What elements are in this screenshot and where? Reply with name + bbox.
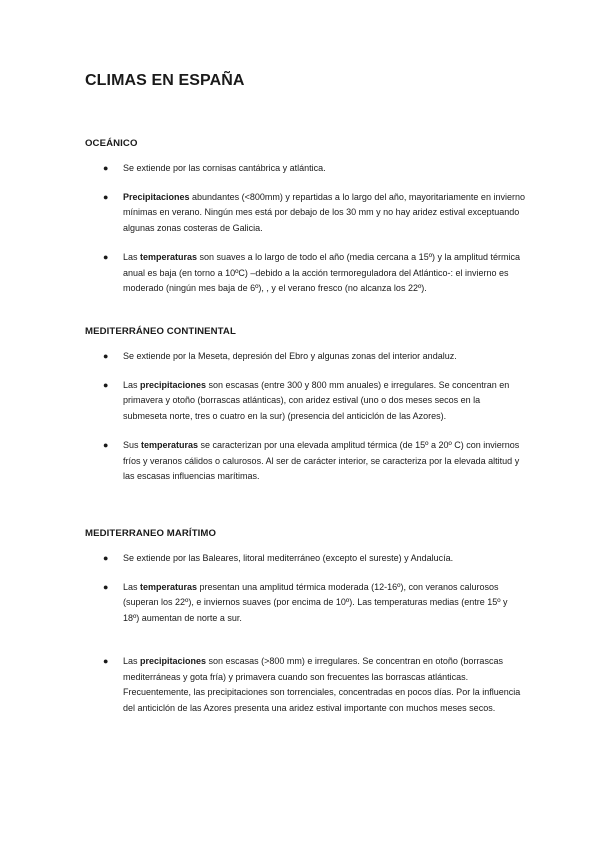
item-text-bold: temperaturas [140, 252, 198, 262]
item-text-post: son escasas (entre 300 y 800 mm anuales) e irregulares. Se concentran en primavera y otoño (borrascas atlánticas), con aridez estival (uno o dos meses secos en la submeseta norte, tres o cuatro en la sur) (presencia del anticiclón de las Azores). [123, 379, 510, 421]
item-text-post: abundantes (<800mm) y repartidas a lo largo del año, mayoritariamente en invierno mínimas en verano. Ningún mes está por debajo de los 30 mm y no hay aridez estival exceptuando algunas zonas costeras de Galicia. [123, 191, 525, 233]
item-text-pre: Sus [123, 440, 142, 450]
item-text-bold: precipitaciones [140, 379, 207, 390]
list-item [85, 190, 525, 237]
section-mediterraneo-continental [85, 326, 525, 485]
list-item [85, 378, 525, 425]
item-text-pre: Se extiende por las Baleares, litoral mediterráneo (excepto el sureste) y Andalucía. [123, 553, 454, 563]
list-item [85, 161, 525, 177]
item-text-pre: Se extiende por la Meseta, depresión del Ebro y algunas zonas del interior andaluz. [123, 351, 457, 361]
bullet-icon: ● [103, 440, 109, 450]
bullet-icon: ● [103, 581, 109, 592]
item-text-bold: precipitaciones [140, 656, 207, 666]
item-text-post: son escasas (>800 mm) e irregulares. Se concentran en otoño (borrascas mediterráneas y gota fría) y primavera cuando son frecuentes las borrascas atlánticas. Frecuentemente, las precipitaciones son torrenciales, concentradas en pocos días. Por la influencia del anticiclón de las Azores presenta una aridez estival importante con muchos meses secos. [123, 656, 521, 713]
list-item [85, 438, 525, 485]
list-item [85, 654, 525, 716]
bullet-icon: ● [103, 656, 109, 666]
section-heading: MEDITERRANEO MARÍTIMO [85, 528, 217, 539]
item-text-post: son suaves a lo largo de todo el año (media cercana a 15º) y la amplitud térmica anual es baja (en torno a 10ºC) –debido a la acción termoreguladora del Atlántico-: el invierno es moderado (ningún mes baja de 6º), , y el verano fresco (no alcanza los 22º). [123, 252, 521, 293]
section-heading: MEDITERRÁNEO CONTINENTAL [85, 326, 236, 337]
bullet-icon: ● [103, 252, 109, 262]
list-item [85, 250, 525, 297]
list-item [85, 580, 525, 627]
bullet-icon: ● [103, 553, 109, 563]
section-mediterraneo-maritimo [85, 528, 525, 716]
item-text-pre: Las [123, 252, 141, 262]
list-item [85, 551, 525, 567]
bullet-icon: ● [103, 379, 109, 390]
bullet-icon: ● [103, 351, 109, 361]
list-item [85, 349, 525, 365]
bullet-icon: ● [103, 191, 109, 202]
item-text-post: presentan una amplitud térmica moderada (12-16º), con veranos calurosos (superan los 22º), e inviernos suaves (por encima de 10º). Las temperaturas medias (entre 15º y 18º) aumentan de norte a sur. [123, 581, 508, 623]
section-heading: OCEÁNICO [85, 138, 138, 149]
document-title: CLIMAS EN ESPAÑA [85, 72, 245, 89]
item-text-bold: temperaturas [140, 581, 198, 592]
item-text-bold: Precipitaciones [123, 191, 190, 202]
item-text-pre: Las [123, 656, 141, 666]
item-text-pre: Las [123, 581, 141, 592]
item-text-pre: Se extiende por las cornisas cantábrica y atlántica. [123, 163, 326, 173]
section-oceanico [85, 138, 525, 297]
bullet-icon: ● [103, 163, 109, 173]
item-text-post: se caracterizan por una elevada amplitud térmica (de 15º a 20º C) con inviernos fríos y veranos cálidos o calurosos. Al ser de carácter interior, se caracteriza por la elevada altitud y las escasas influencias marítimas. [123, 440, 520, 481]
item-text-bold: temperaturas [141, 440, 199, 450]
item-text-pre: Las [123, 379, 141, 390]
